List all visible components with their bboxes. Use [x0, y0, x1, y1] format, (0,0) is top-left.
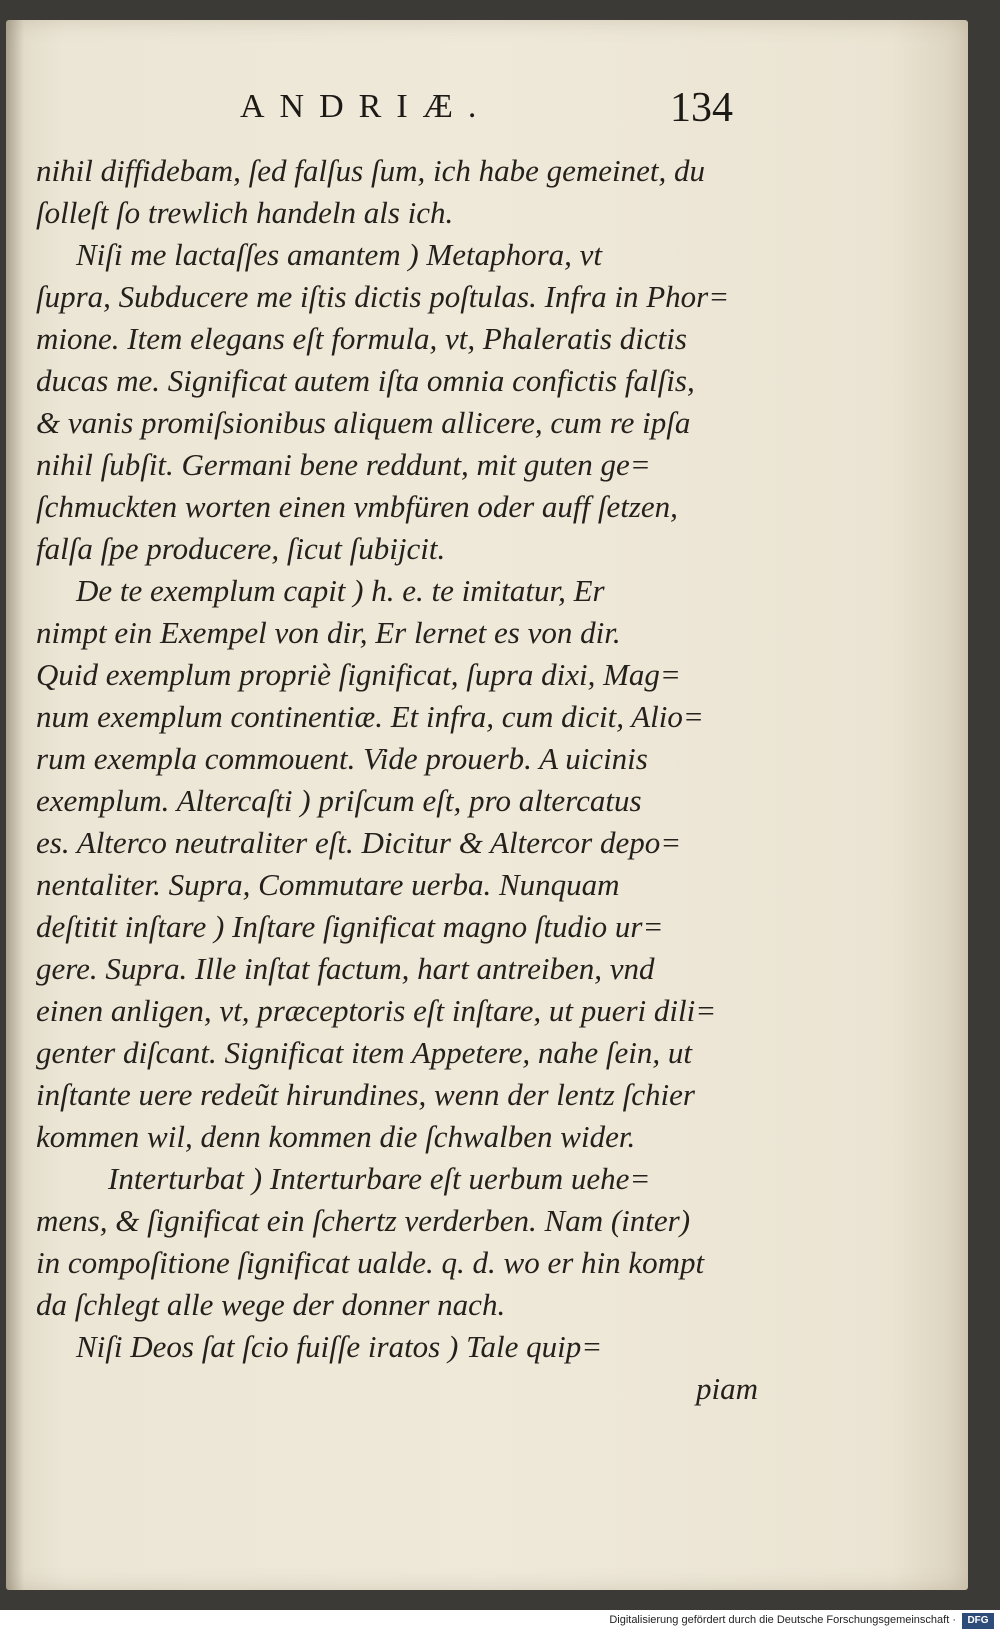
text-line: inſtante uere redeũt hirundines, wenn der lentz ſchier — [36, 1077, 695, 1112]
page-header — [30, 78, 970, 138]
running-head: ANDRIÆ. — [240, 88, 492, 125]
text-line: gere. Supra. Ille inſtat factum, hart antreiben, vnd — [36, 951, 655, 986]
text-line: Quid exemplum propriè ſignificat, ſupra dixi, Mag= — [36, 657, 681, 692]
text-line: rum exempla commouent. Vide prouerb. A uicinis — [36, 741, 648, 776]
text-line: exemplum. Altercaſti ) priſcum eſt, pro altercatus — [36, 783, 642, 818]
text-line: es. Alterco neutraliter eſt. Dicitur & Altercor depo= — [36, 825, 682, 860]
text-line: ducas me. Significat autem iſta omnia confictis falſis, — [36, 363, 695, 398]
text-line: da ſchlegt alle wege der donner nach. — [36, 1287, 506, 1322]
text-line: einen anligen, vt, præceptoris eſt inſtare, ut pueri dili= — [36, 993, 717, 1028]
text-line: Niſi Deos ſat ſcio fuiſſe iratos ) Tale quip= — [76, 1329, 603, 1364]
text-line: Niſi me lactaſſes amantem ) Metaphora, vt — [76, 237, 603, 272]
text-line: genter diſcant. Significat item Appetere, nahe ſein, ut — [36, 1035, 693, 1070]
text-line: num exemplum continentiæ. Et infra, cum dicit, Alio= — [36, 699, 704, 734]
text-line: ſupra, Subducere me iſtis dictis poſtulas. Infra in Phor= — [36, 279, 730, 314]
text-line: nihil ſubſit. Germani bene reddunt, mit guten ge= — [36, 447, 651, 482]
text-line: & vanis promiſsionibus aliquem allicere, cum re ipſa — [36, 405, 691, 440]
text-line: ſchmuckten worten einen vmbfüren oder auff ſetzen, — [36, 489, 678, 524]
text-line: in compoſitione ſignificat ualde. q. d. wo er hin kompt — [36, 1245, 705, 1280]
text-line: falſa ſpe producere, ſicut ſubijcit. — [36, 531, 446, 566]
dfg-logo: DFG — [962, 1613, 994, 1629]
page-number: 134 — [670, 85, 733, 131]
text-line: mione. Item elegans eſt formula, vt, Phaleratis dictis — [36, 321, 687, 356]
footer-bar — [0, 1610, 1000, 1634]
text-line: nimpt ein Exempel von dir, Er lernet es von dir. — [36, 615, 621, 650]
text-line: deſtitit inſtare ) Inſtare ſignificat magno ſtudio ur= — [36, 909, 664, 944]
page-spine-shadow — [6, 20, 24, 1590]
funding-credit: Digitalisierung gefördert durch die Deutsche Forschungsgemeinschaft · — [609, 1614, 956, 1626]
text-line: ſolleſt ſo trewlich handeln als ich. — [36, 195, 454, 230]
text-line: kommen wil, denn kommen die ſchwalben wider. — [36, 1119, 636, 1154]
text-line: nihil diffidebam, ſed falſus ſum, ich habe gemeinet, du — [36, 153, 705, 188]
text-line: mens, & ſignificat ein ſchertz verderben. Nam (inter) — [36, 1203, 691, 1238]
catchword: piam — [696, 1371, 758, 1406]
text-line: nentaliter. Supra, Commutare uerba. Nunquam — [36, 867, 620, 902]
text-block — [36, 150, 758, 1410]
text-line: Interturbat ) Interturbare eſt uerbum uehe= — [108, 1161, 651, 1196]
text-line: De te exemplum capit ) h. e. te imitatur, Er — [76, 573, 605, 608]
